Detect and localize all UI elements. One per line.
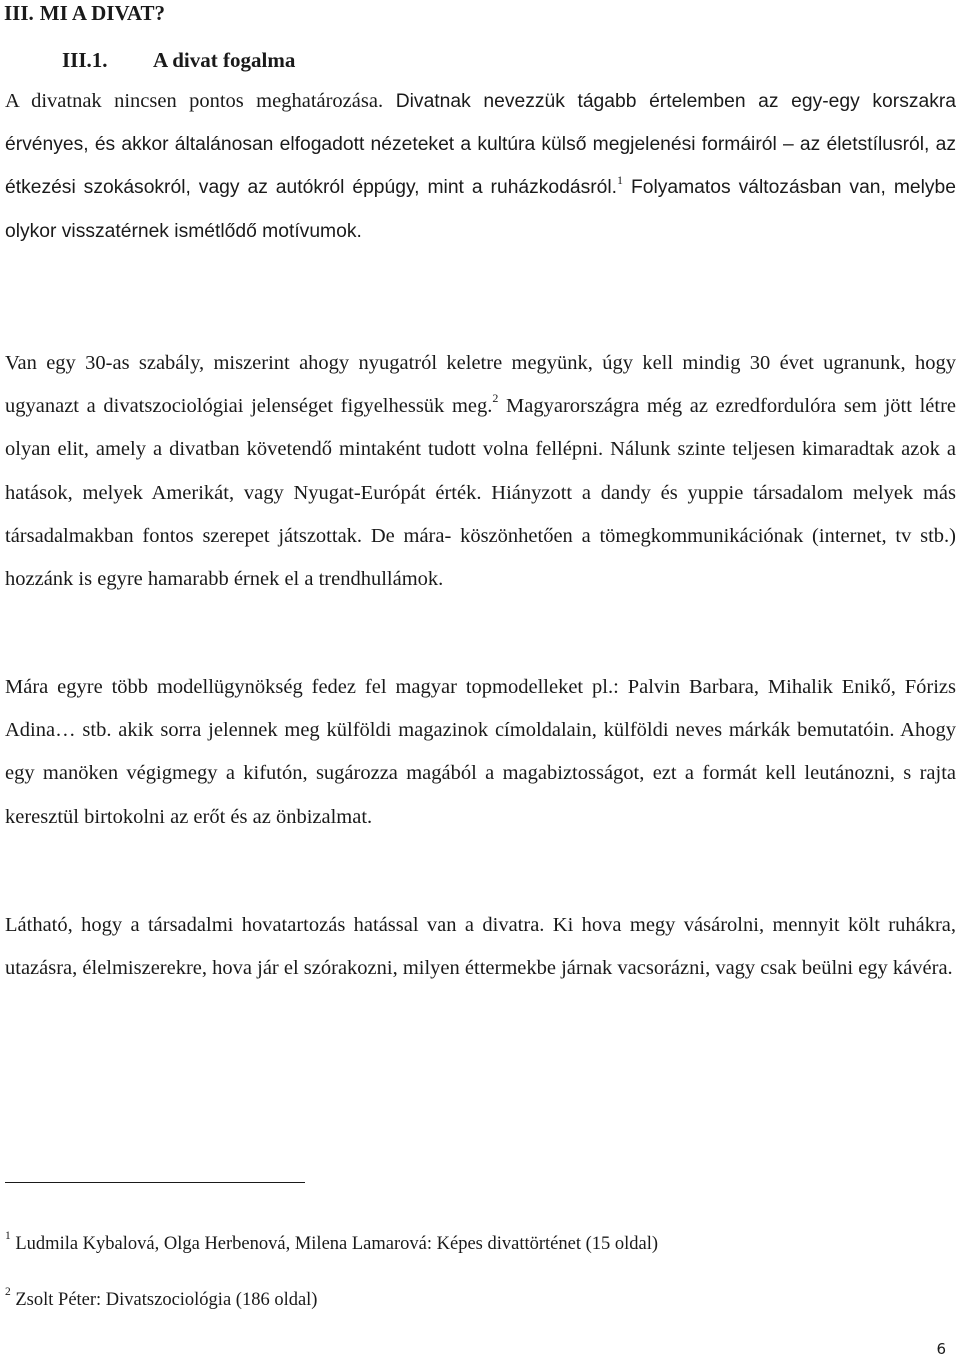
paragraph-text: Mára egyre több modellügynökség fedez fel magyar topmodelleket pl.: Palvin Barbara, Mihalik Enikő, Fórizs Adina… stb. akik sorra jelennek meg külföldi magazinok címoldalain, külföldi neves márkák bemutatóin. [5,676,956,742]
section-heading [62,47,295,73]
footnote-mark: 1 [5,1229,11,1242]
section-title: A divat fogalma [153,48,296,72]
paragraph-text: Magyarországra még az ezredfordulóra sem jött létre olyan elit, amely a divatban követendő mintaként tudott volna fellépni. [5,395,956,461]
footnote-text: Zsolt Péter: Divatszociológia (186 oldal) [10,1290,318,1310]
paragraph-text: Divatnak nevezzük tágabb értelemben az egy-egy korszakra érvényes, és akkor általánosan elfogadott nézeteket a kultúra külső megjelenési formáiról – az életstílusról, az étkezési szokásokról, vagy az autókról éppúgy, mint a ruházkodásról. [5,91,956,199]
chapter-number: III. [4,1,34,25]
footnote-text: Ludmila Kybalová, Olga Herbenová, Milena Lamarová: Képes divattörténet (15 oldal) [10,1234,659,1254]
paragraph-definition [5,80,956,253]
paragraph-text: Hiányzott a dandy és yuppie társadalom melyek más társadalmakban fontos szerepet játszottak. [5,481,956,547]
page-number: 6 [936,1340,946,1358]
paragraph-text: Látható, hogy a társadalmi hovatartozás hatással van a divatra. [5,914,545,936]
section-number: III.1. [62,48,108,72]
paragraph-text: Ahogy egy manöken végigmegy a kifutón, sugározza magából a magabiztosságot, ezt a formát kell leutánozni, s rajta keresztül birtokolni az erőt és az önbizalmat. [5,719,956,828]
footnote-reference: 1 [617,172,624,187]
paragraph-text: Folyamatos változásban van, melybe olykor visszatérnek ismétlődő motívumok. [5,177,956,242]
footnote-1 [5,1229,659,1256]
footnote-divider [5,1182,305,1183]
chapter-title: MI A DIVAT? [39,1,166,25]
paragraph-30-rule [5,342,956,601]
footnote-mark: 2 [5,1285,11,1298]
footnote-reference: 2 [492,391,499,406]
paragraph-text: A divatnak nincsen pontos meghatározása. [5,90,384,112]
paragraph-social [5,904,956,990]
paragraph-models [5,666,956,839]
chapter-heading [4,0,165,26]
paragraph-text: De mára- köszönhetően a tömegkommunikációnak (internet, tv stb.) hozzánk is egyre hamarabb érnek el a trendhullámok. [5,524,956,591]
paragraph-text: Van egy 30-as szabály, miszerint ahogy nyugatról keletre megyünk, úgy kell mindig 30 évet ugranunk, hogy ugyanazt a divatszociológiai jelenséget figyelhessük meg. [5,352,956,418]
footnote-2 [5,1285,318,1312]
paragraph-text: Nálunk szinte teljesen kimaradtak azok a hatások, melyek Amerikát, vagy Nyugat-Európát érték. [5,438,956,504]
paragraph-text: Ki hova megy vásárolni, mennyit költ ruhákra, utazásra, élelmiszerekre, hova jár el szórakozni, milyen éttermekbe járnak vacsorázni, vagy csak beülni egy kávéra. [5,914,956,980]
